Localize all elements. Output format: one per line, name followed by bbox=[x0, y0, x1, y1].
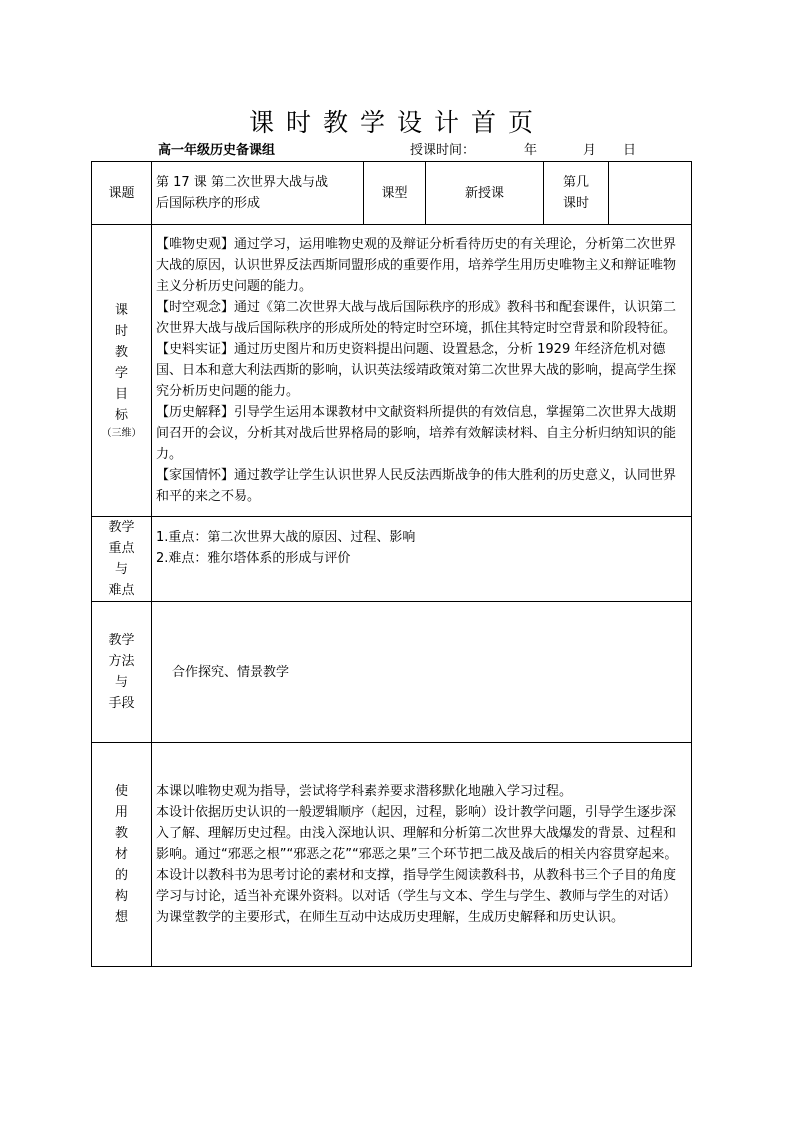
key-points-label-part: 与 bbox=[114, 562, 128, 577]
goals-content bbox=[152, 225, 692, 517]
key-points-label-part: 难点 bbox=[108, 583, 135, 598]
goals-row bbox=[92, 225, 692, 517]
period-label-line-2: 课时 bbox=[562, 196, 589, 211]
goal-item: 【史料实证】通过历史图片和历史资料提出问题、设置悬念，分析 1929 年经济危机对德国、日本和意大利法西斯的影响，认识英法绥靖政策对第二次世界大战的影响，提高学生探究分析历史问题的能力。 bbox=[156, 342, 677, 399]
goal-item: 【家国情怀】通过教学让学生认识世界人民反法西斯战争的伟大胜利的历史意义，认同世界和平的来之不易。 bbox=[156, 468, 677, 504]
date-label: 授课时间： bbox=[410, 143, 476, 158]
month-label: 月 bbox=[583, 143, 597, 158]
concept-label bbox=[92, 743, 152, 967]
goals-label bbox=[92, 225, 152, 517]
key-point-item: 2.难点：雅尔塔体系的形成与评价 bbox=[156, 551, 351, 566]
goals-label-char: 课 bbox=[114, 302, 128, 318]
methods-label-part: 与 bbox=[114, 675, 128, 690]
concept-paragraph: 本课以唯物史观为指导，尝试将学科素养要求潜移默化地融入学习过程。 bbox=[156, 784, 573, 799]
goal-item: 【时空观念】通过《第二次世界大战与战后国际秩序的形成》教科书和配套课件，认识第二次世界大战与战后国际秩序的形成所处的特定时空环境，抓住其特定时空背景和阶段特征。 bbox=[156, 300, 677, 336]
concept-label-char: 想 bbox=[114, 910, 128, 925]
prep-group-label: 高一年级历史备课组 bbox=[158, 143, 276, 158]
lesson-type-label: 课型 bbox=[364, 162, 426, 225]
key-point-item: 1.重点：第二次世界大战的原因、过程、影响 bbox=[156, 530, 416, 545]
concept-label-char: 教 bbox=[114, 826, 128, 841]
lesson-plan-table bbox=[91, 161, 692, 967]
key-points-label-part: 重点 bbox=[108, 541, 135, 556]
topic-line-1: 第 17 课 第二次世界大战与战 bbox=[156, 175, 328, 190]
concept-label-char: 用 bbox=[114, 805, 128, 820]
key-points-label bbox=[92, 517, 152, 602]
concept-label-char: 使 bbox=[114, 784, 128, 799]
period-label bbox=[544, 162, 609, 225]
topic-label: 课题 bbox=[92, 162, 152, 225]
goals-label-char: 标 bbox=[114, 407, 128, 423]
concept-content bbox=[152, 743, 692, 967]
methods-label-part: 教学 bbox=[108, 633, 135, 648]
methods-label bbox=[92, 602, 152, 743]
methods-label-part: 手段 bbox=[108, 696, 135, 711]
topic-row bbox=[92, 162, 692, 225]
goals-label-note: （三维） bbox=[101, 427, 142, 439]
page-title: 课时教学设计首页 bbox=[248, 108, 545, 137]
concept-paragraph: 本设计依据历史认识的一般逻辑顺序（起因，过程，影响）设计教学问题，引导学生逐步深入了解、理解历史过程。由浅入深地认识、理解和分析第二次世界大战爆发的背景、过程和影响。通过“邪恶之根”“邪恶之花”“邪恶之果”三个环节把二战及战后的相关内容贯穿起来。本设计以教科书为思考讨论的素材和支撑，指导学生阅读教科书，从教科书三个子目的角度学习与讨论，适当补充课外资料。以对话（学生与文本、学生与学生、教师与学生的对话）为课堂教学的主要形式，在师生互动中达成历史理解，生成历史解释和历史认识。 bbox=[156, 805, 678, 925]
methods-content: 合作探究、情景教学 bbox=[152, 602, 692, 743]
goals-label-char: 学 bbox=[114, 365, 128, 381]
key-points-content bbox=[152, 517, 692, 602]
goal-item: 【历史解释】引导学生运用本课教材中文献资料所提供的有效信息，掌握第二次世界大战期间召开的会议，分析其对战后世界格局的影响，培养有效解读材料、自主分析归纳知识的能力。 bbox=[156, 405, 677, 462]
period-value bbox=[609, 162, 692, 225]
key-points-label-part: 教学 bbox=[108, 520, 135, 535]
goals-label-char: 教 bbox=[114, 344, 128, 360]
goals-label-char: 时 bbox=[114, 323, 128, 339]
topic-value bbox=[152, 162, 364, 225]
period-label-line-1: 第几 bbox=[562, 175, 589, 190]
key-points-row bbox=[92, 517, 692, 602]
concept-label-char: 构 bbox=[114, 889, 128, 904]
lesson-type-value: 新授课 bbox=[426, 162, 544, 225]
methods-row bbox=[92, 602, 692, 743]
methods-label-part: 方法 bbox=[108, 654, 135, 669]
year-label: 年 bbox=[524, 143, 538, 158]
concept-row bbox=[92, 743, 692, 967]
goals-label-char: 目 bbox=[114, 386, 128, 402]
goal-item: 【唯物史观】通过学习，运用唯物史观的及辩证分析看待历史的有关理论，分析第二次世界大战的原因，认识世界反法西斯同盟形成的重要作用，培养学生用历史唯物主义和辩证唯物主义分析历史问题的能力。 bbox=[156, 237, 677, 294]
topic-line-2: 后国际秩序的形成 bbox=[156, 196, 261, 211]
day-label: 日 bbox=[623, 143, 637, 158]
concept-label-char: 的 bbox=[114, 868, 128, 883]
concept-label-char: 材 bbox=[114, 847, 128, 862]
